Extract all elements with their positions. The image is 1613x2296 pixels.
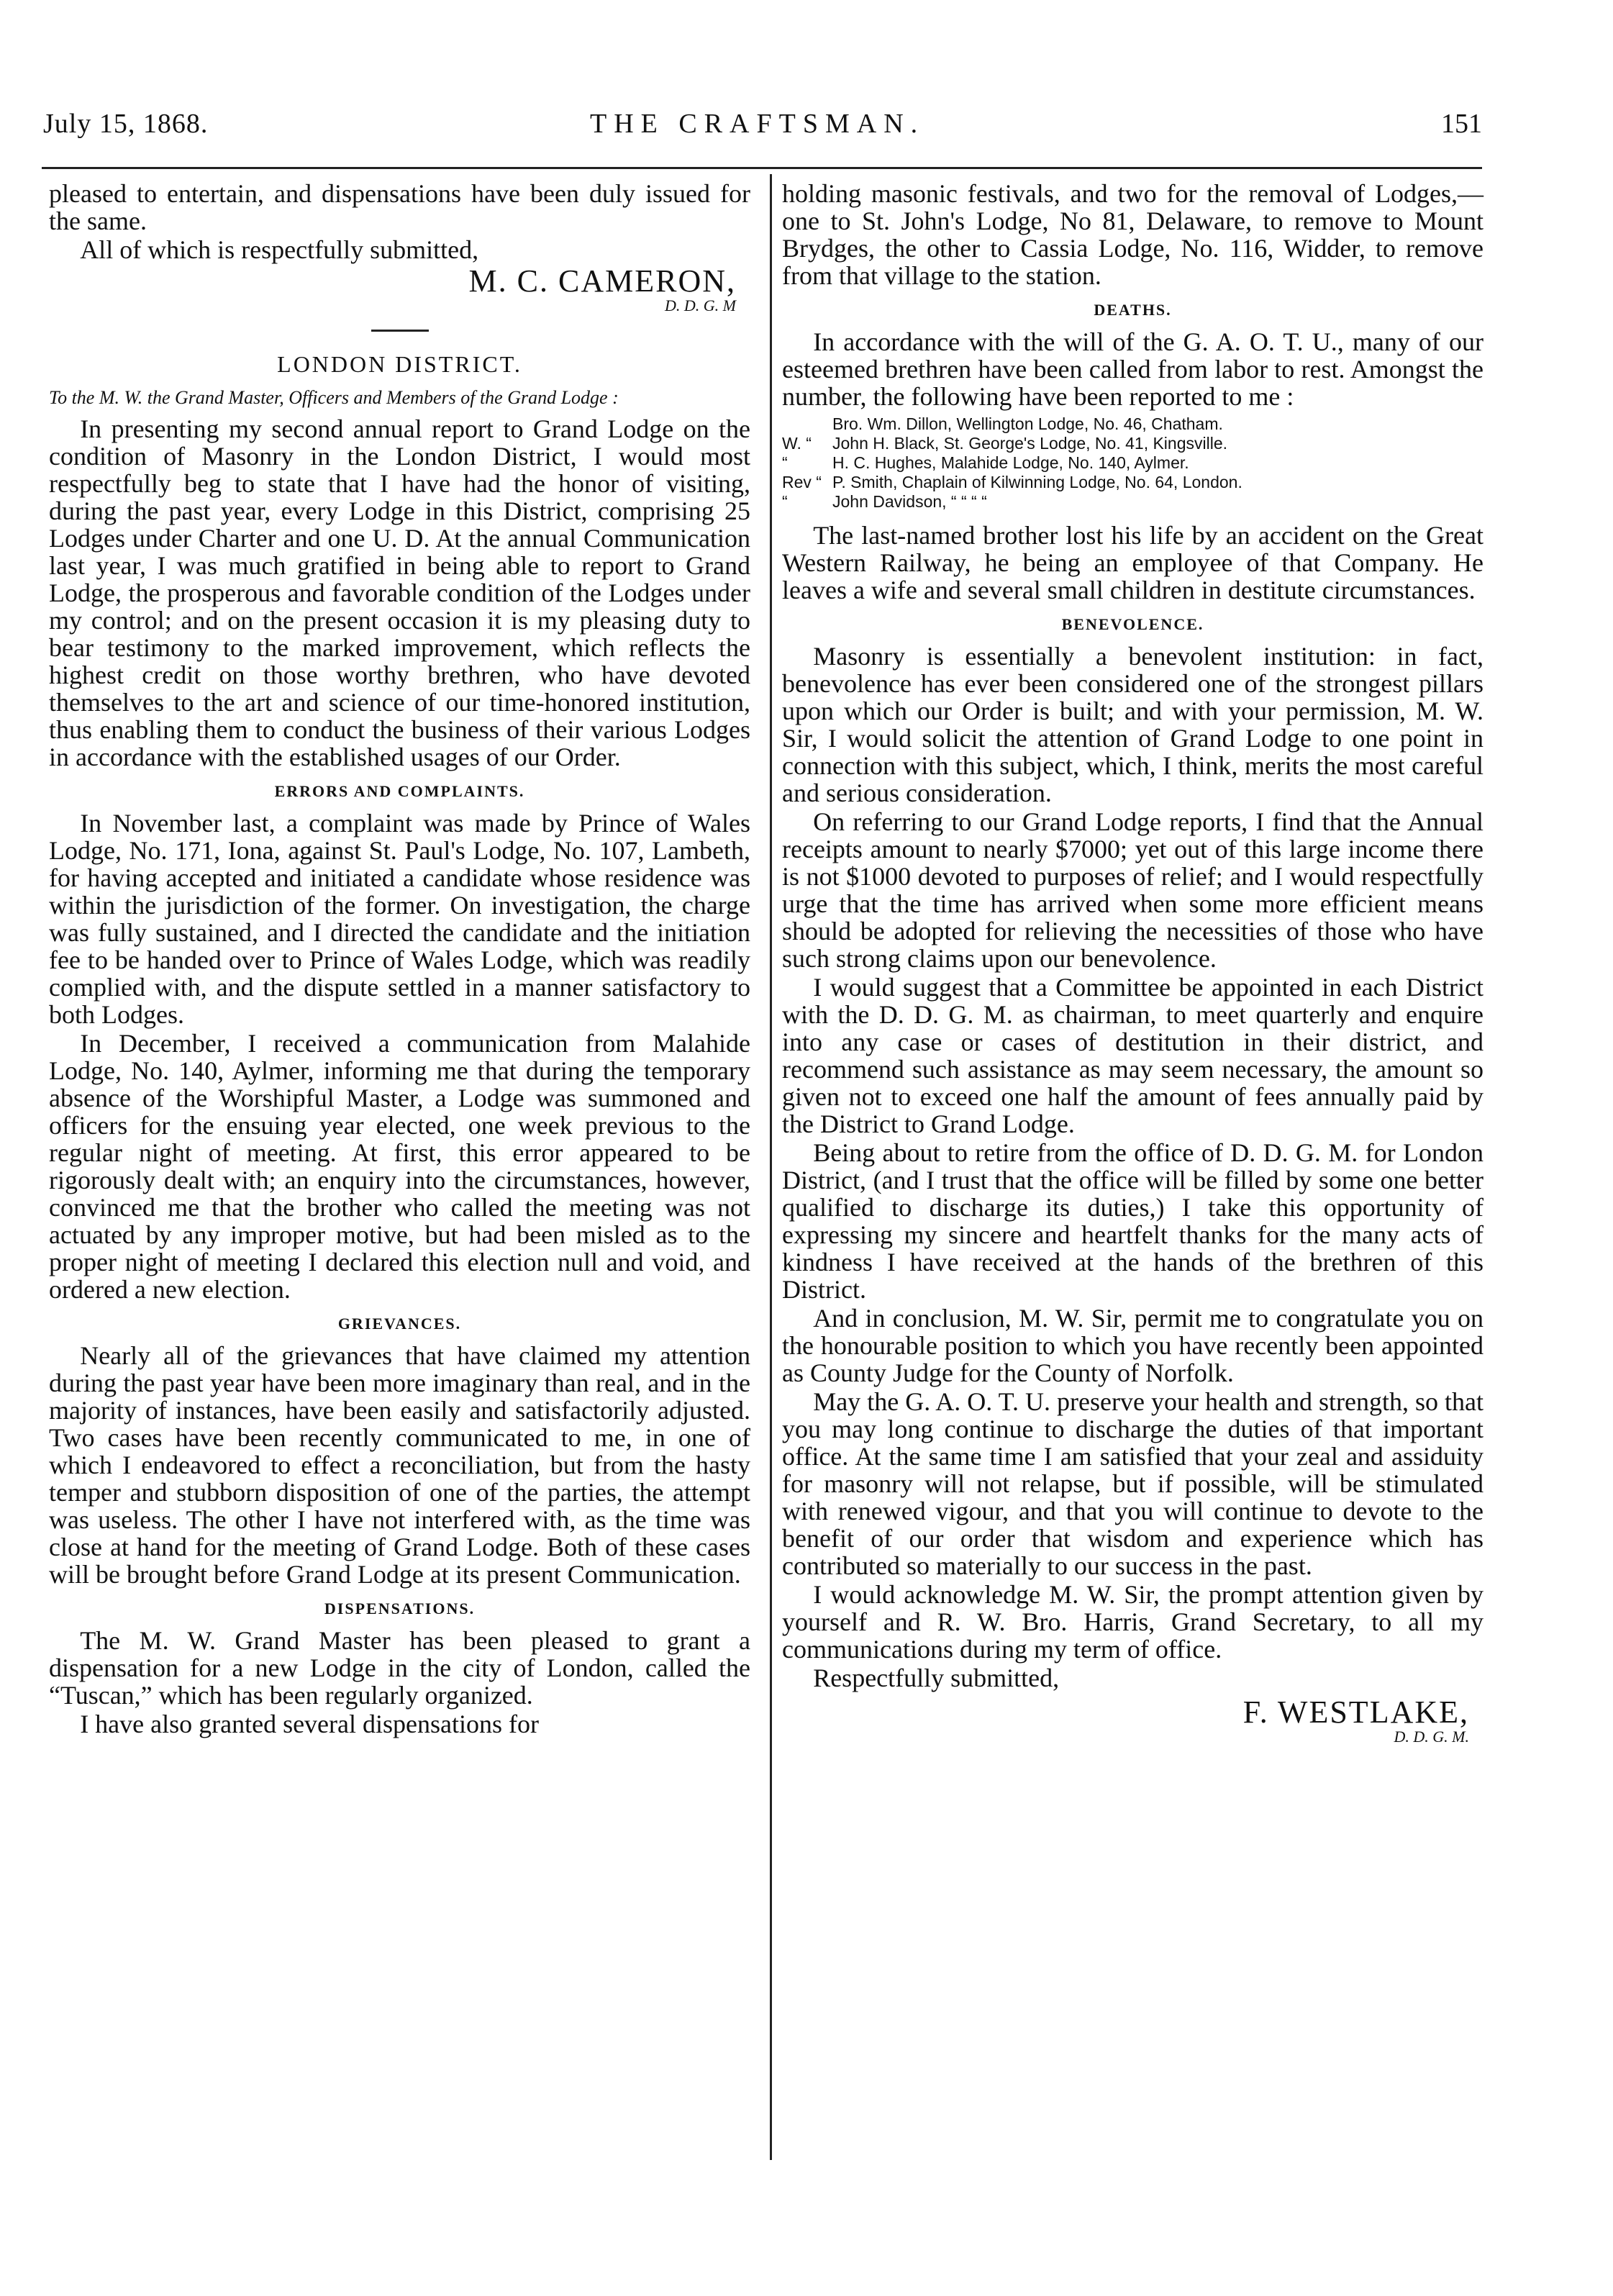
paragraph: The last-named brother lost his life by an accident on the Great Western Railway, he being an employee of that Company. He leaves a wife and several small children in destitute circumstances. [782, 521, 1483, 604]
list-item: W. “ John H. Black, St. George's Lodge, No. 41, Kingsville. [782, 434, 1228, 453]
signature-title: D. D. G. M. [1394, 1728, 1469, 1746]
deaths-list [782, 414, 1483, 512]
paragraph: I would acknowledge M. W. Sir, the prompt attention given by yourself and R. W. Bro. Harris, Grand Secretary, to all my communications during my term of office. [782, 1580, 1483, 1664]
paragraph: In December, I received a communication from Malahide Lodge, No. 140, Aylmer, informing me that during the temporary absence of the Worshipful Master, a Lodge was summoned and officers for the ensuing year elected, one week previous to the regular night of meeting. At first, this error appeared to be rigorously dealt with; an enquiry into the circumstances, however, convinced me that the brother who called the meeting was not actuated by any improper motive, but had been misled as to the proper night of meeting I declared this election null and void, and ordered a new election. [49, 1029, 750, 1304]
publication-title: THE CRAFTSMAN. [590, 109, 925, 139]
signature-name: F. WESTLAKE, [1242, 1694, 1469, 1730]
paragraph: In accordance with the will of the G. A. O. T. U., many of our esteemed brethren have been called from labor to rest. Amongst the number, the following have been reported to me : [782, 327, 1483, 411]
subheading: GRIEVANCES. [337, 1315, 462, 1333]
paragraph: In presenting my second annual report to Grand Lodge on the condition of Masonry in the London District, I would most respectfully beg to state that I have had the honor of visiting, during the past year, every Lodge in this District, comprising 25 Lodges under Charter and one U. D. At the annual Communication last year, I was much gratified in being able to report to Grand Lodge, the prosperous and favorable condition of the Lodges under my control; and on the present occasion it is my pleasing duty to bear testimony to the marked improvement, which reflects the highest credit on those worthy brethren, who have devoted themselves to the art and science of our time-honored institution, thus enabling them to conduct the business of their various Lodges in accordance with the established usages of our Order. [49, 414, 750, 771]
list-item: Rev “ P. Smith, Chaplain of Kilwinning Lodge, No. 64, London. [782, 473, 1242, 491]
subheading: DEATHS. [1094, 301, 1172, 319]
list-item: Bro. Wm. Dillon, Wellington Lodge, No. 46, Chatham. [832, 414, 1223, 433]
list-item: “ H. C. Hughes, Malahide Lodge, No. 140, Aylmer. [782, 453, 1189, 472]
paragraph: And in conclusion, M. W. Sir, permit me to congratulate you on the honourable position to which you have recently been appointed as County Judge for the County of Norfolk. [782, 1304, 1483, 1387]
header-rule [42, 167, 1482, 169]
paragraph: On referring to our Grand Lodge reports, I find that the Annual receipts amount to nearly $7000; yet out of this large income there is not $1000 devoted to purposes of relief; and I would respectfully urge that the time has arrived when some more efficient means should be adopted for relieving the necessities of those who have such strong claims upon our benevolence. [782, 807, 1483, 973]
list-item: “ John Davidson, “ “ “ “ [782, 492, 987, 511]
section-divider [371, 330, 429, 332]
paragraph: pleased to entertain, and dispensations have been duly issued for the same. [49, 179, 750, 235]
header-date: July 15, 1868. [43, 109, 209, 139]
signature-block [782, 1694, 1483, 1751]
paragraph: In November last, a complaint was made by Prince of Wales Lodge, No. 171, Iona, against St. Paul's Lodge, No. 107, Lambeth, for having accepted and initiated a candidate whose residence was within the jurisdiction of the former. On investigation, the charge was fully sustained, and I directed the candidate and the initiation fee to be handed over to Prince of Wales Lodge, which was readily complied with, and the dispute settled in a manner satisfactory to both Lodges. [49, 809, 750, 1029]
subheading: BENEVOLENCE. [1061, 615, 1204, 633]
paragraph: I have also granted several dispensations for [80, 1710, 539, 1738]
paragraph: All of which is respectfully submitted, [80, 235, 479, 264]
page-number: 151 [1441, 109, 1482, 139]
left-column [49, 180, 750, 1739]
signature-title: D. D. G. M [665, 296, 736, 314]
subheading: ERRORS AND COMPLAINTS. [274, 782, 525, 800]
paragraph: I would suggest that a Committee be appointed in each District with the D. D. G. M. as chairman, to meet quarterly and enquire into any case or cases of destitution in their district, and recommend such assistance as may seem necessary, the amount so given not to exceed one half the amount of fees annually paid by the District to Grand Lodge. [782, 973, 1483, 1138]
paragraph: May the G. A. O. T. U. preserve your health and strength, so that you may long continue to discharge the duties of that important office. At the same time I am satisfied that your zeal and assiduity for masonry will not relapse, but if possible, will be stimulated with renewed vigour, and that you will continue to devote to the benefit of our order that wisdom and experience which has contributed so materially to our success in the past. [782, 1387, 1483, 1580]
column-divider [770, 174, 772, 2160]
paragraph: Respectfully submitted, [813, 1664, 1060, 1692]
paragraph: holding masonic festivals, and two for the removal of Lodges,—one to St. John's Lodge, No 81, Delaware, to remove to Mount Brydges, the other to Cassia Lodge, No. 116, Widder, to remove from that village to the station. [782, 179, 1483, 290]
signature-name: M. C. CAMERON, [468, 263, 736, 299]
paragraph: Masonry is essentially a benevolent institution: in fact, benevolence has ever been considered one of the strongest pillars upon which our Order is built; and with your permission, M. W. Sir, I would solicit the attention of Grand Lodge to one point in connection with this subject, which, I think, merits the most careful and serious consideration. [782, 642, 1483, 807]
paragraph: Nearly all of the grievances that have claimed my attention during the past year have been more imaginary than real, and in the majority of instances, have been easily and satisfactorily adjusted. Two cases have been recently communicated to me, in one of which I endeavored to effect a reconciliation, but from the hasty temper and stubborn disposition of one of the parties, the attempt was useless. The other I have not interfered with, as the time was close at hand for the meeting of Grand Lodge. Both of these cases will be brought before Grand Lodge at its present Communication. [49, 1341, 750, 1589]
page-header [43, 108, 1482, 144]
right-column [782, 180, 1483, 1751]
subheading: DISPENSATIONS. [324, 1600, 476, 1617]
paragraph: The M. W. Grand Master has been pleased to grant a dispensation for a new Lodge in the city of London, called the “Tuscan,” which has been regularly organized. [49, 1626, 750, 1710]
section-title: LONDON DISTRICT. [277, 351, 522, 377]
paragraph: Being about to retire from the office of D. D. G. M. for London District, (and I trust that the office will be filled by some one better qualified to discharge its duties,) I take this opportunity of expressing my sincere and heartfelt thanks for the many acts of kindness I have received at the hands of the brethren of this District. [782, 1138, 1483, 1304]
addressee: To the M. W. the Grand Master, Officers and Members of the Grand Lodge : [49, 387, 619, 408]
